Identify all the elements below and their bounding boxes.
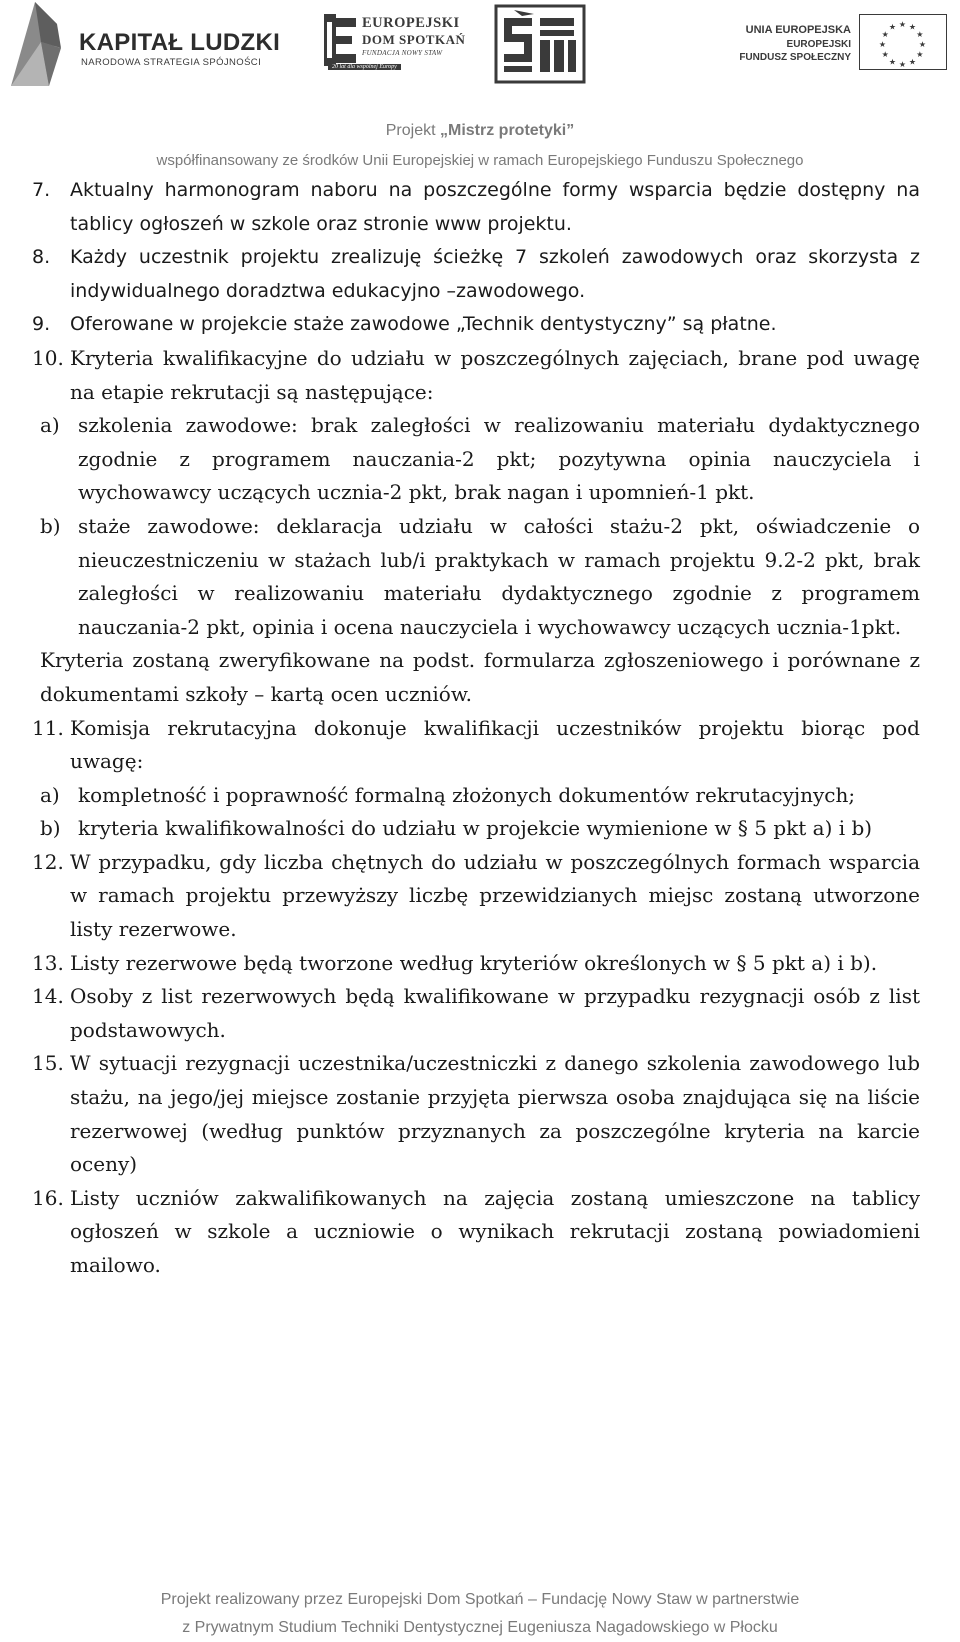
- sub-item-text: kompletność i poprawność formalną złożonych dokumentów rekrutacyjnych;: [78, 782, 856, 807]
- eu-flag-icon: [859, 14, 947, 70]
- list-item-13: [32, 947, 920, 981]
- list-item-12: [32, 846, 920, 947]
- list-item-16: [32, 1182, 920, 1283]
- sub-item-10a: [32, 409, 920, 510]
- svg-text:★: ★: [916, 50, 924, 59]
- sub-item-marker: b): [40, 513, 61, 538]
- item-number: 12.: [32, 849, 64, 874]
- list-item-15: [32, 1047, 920, 1181]
- item-number: 8.: [32, 246, 51, 269]
- item-number: 7.: [32, 179, 51, 201]
- list-item-10: [32, 342, 920, 409]
- sub-item-marker: b): [40, 816, 61, 841]
- project-name: „Mistrz protetyki”: [440, 122, 575, 139]
- eds-line-1: EUROPEJSKI: [362, 15, 460, 31]
- svg-text:★: ★: [918, 40, 927, 49]
- kapital-ludzki-title: KAPITAŁ LUDZKI: [79, 29, 281, 56]
- item-number: 16.: [32, 1185, 64, 1210]
- kapital-ludzki-emblem-icon: [5, 2, 77, 90]
- list-item-14: [32, 980, 920, 1047]
- footer-line-2: z Prywatnym Studium Techniki Dentystycznej Eugeniusza Nagadowskiego w Płocku: [182, 1619, 778, 1636]
- sub-item-marker: a): [40, 413, 60, 438]
- list-item-8: [32, 241, 920, 308]
- unia-europejska-logo: [722, 12, 947, 72]
- svg-text:★: ★: [881, 30, 889, 39]
- svg-text:★: ★: [898, 20, 907, 29]
- item-text: Listy uczniów zakwalifikowanych na zajęcia zostaną umieszczone na tablicy ogłoszeń w szkole a uczniowie o wynikach rekrutacji zostaną powiadomieni mailowo.: [70, 1185, 920, 1277]
- kapital-ludzki-logo: [5, 2, 305, 92]
- europejski-dom-spotkan-logo: [322, 12, 472, 78]
- sub-item-11b: [32, 812, 920, 846]
- psn-emblem-icon: [494, 4, 586, 84]
- eds-line-3: FUNDACJA NOWY STAW: [362, 49, 443, 57]
- item-number: 9.: [32, 313, 51, 336]
- item-number: 14.: [32, 984, 64, 1009]
- psn-logo: [494, 4, 586, 84]
- sub-item-10b: [32, 510, 920, 644]
- item-text: Aktualny harmonogram naboru na poszczególne formy wsparcia będzie dostępny na tablicy ogłoszeń w szkole oraz stronie www projektu.: [70, 179, 920, 235]
- kapital-ludzki-subtitle: NARODOWA STRATEGIA SPÓJNOŚCI: [81, 57, 262, 68]
- sub-item-text: kryteria kwalifikowalności do udziału w projekcie wymienione w § 5 pkt a) i b): [78, 816, 873, 841]
- item-text: Osoby z list rezerwowych będą kwalifikowane w przypadku rezygnacji osób z list podstawowych.: [70, 984, 920, 1042]
- ue-line-3: FUNDUSZ SPOŁECZNY: [739, 52, 851, 63]
- item-text: Oferowane w projekcie staże zawodowe „Technik dentystyczny” są płatne.: [70, 313, 777, 336]
- item-number: 13.: [32, 950, 64, 975]
- list-item-7: [32, 174, 920, 241]
- svg-text:★: ★: [908, 57, 917, 67]
- logo-bar: [0, 0, 960, 120]
- document-body: [32, 174, 920, 1283]
- svg-text:★: ★: [881, 50, 889, 59]
- sub-item-text: staże zawodowe: deklaracja udziału w całości stażu-2 pkt, oświadczenie o nieuczestniczeniu w stażach lub/i praktykach w ramach projektu 9.2-2 pkt, brak zaległości w realizowaniu materiału dydaktycznego zgodnie z programem nauczania-2 pkt, opinia i ocena nauczyciela i wychowawcy uczących ucznia-1pkt.: [78, 513, 920, 639]
- svg-text:★: ★: [908, 22, 917, 32]
- sub-item-11a: [32, 779, 920, 813]
- footer-line-1: Projekt realizowany przez Europejski Dom Spotkań – Fundację Nowy Staw w partnerstwie: [160, 1591, 800, 1608]
- ue-line-2: EUROPEJSKI: [786, 39, 851, 50]
- svg-text:★: ★: [888, 22, 897, 32]
- project-cofinancing: współfinansowany ze środków Unii Europejskiej w ramach Europejskiego Funduszu Społecznego: [156, 152, 804, 169]
- ue-line-1: UNIA EUROPEJSKA: [745, 24, 851, 36]
- sub-item-marker: a): [40, 782, 60, 807]
- item-text: Kryteria kwalifikacyjne do udziału w poszczególnych zajęciach, brane pod uwagę na etapie rekrutacji są następujące:: [70, 345, 920, 404]
- svg-text:★: ★: [888, 57, 897, 67]
- eds-line-2: DOM SPOTKAŃ: [362, 32, 466, 47]
- item-text: Listy rezerwowe będą tworzone według kryteriów określonych w § 5 pkt a) i b).: [70, 950, 878, 975]
- item-number: 10.: [32, 345, 64, 370]
- project-prefix: Projekt: [385, 122, 440, 139]
- sub-item-text: szkolenia zawodowe: brak zaległości w realizowaniu materiału dydaktycznego zgodnie z programem nauczania-2 pkt; pozytywna opinia nauczyciela i wychowawcy uczących ucznia-2 pkt, brak nagan i upomnień-1 pkt.: [78, 413, 920, 505]
- svg-text:★: ★: [916, 30, 924, 39]
- list-item-11: [32, 712, 920, 779]
- svg-text:★: ★: [898, 60, 907, 68]
- item-text: Każdy uczestnik projektu zrealizuję ścieżkę 7 szkoleń zawodowych oraz skorzysta z indywidualnego doradztwa edukacyjno –zawodowego.: [70, 246, 920, 302]
- criteria-note: Kryteria zostaną zweryfikowane na podst. formularza zgłoszeniowego i porównane z dokumentami szkoły – kartą ocen uczniów.: [40, 648, 920, 706]
- list-item-9: [32, 308, 920, 342]
- eds-emblem-icon: [322, 12, 360, 72]
- svg-text:★: ★: [878, 40, 887, 49]
- project-title: [0, 122, 960, 140]
- item-text: W przypadku, gdy liczba chętnych do udziału w poszczególnych formach wsparcia w ramach projektu przewyższy liczbę przewidzianych miejsc zostaną utworzone listy rezerwowe.: [70, 849, 920, 942]
- eds-line-4: 20 lat dla wspólnej Europy: [328, 64, 401, 70]
- item-text: W sytuacji rezygnacji uczestnika/uczestniczki z danego szkolenia zawodowego lub stażu, na jego/jej miejsce zostanie przyjęta pierwsza osoba znajdująca się na liście rezerwowej (według punktów przyznanych za poszczególne kryteria na karcie oceny): [70, 1051, 920, 1177]
- item-number: 11.: [32, 715, 64, 740]
- item-number: 15.: [32, 1051, 64, 1076]
- item-text: Komisja rekrutacyjna dokonuje kwalifikacji uczestników projektu biorąc pod uwagę:: [70, 715, 920, 774]
- page-footer: [0, 1586, 960, 1642]
